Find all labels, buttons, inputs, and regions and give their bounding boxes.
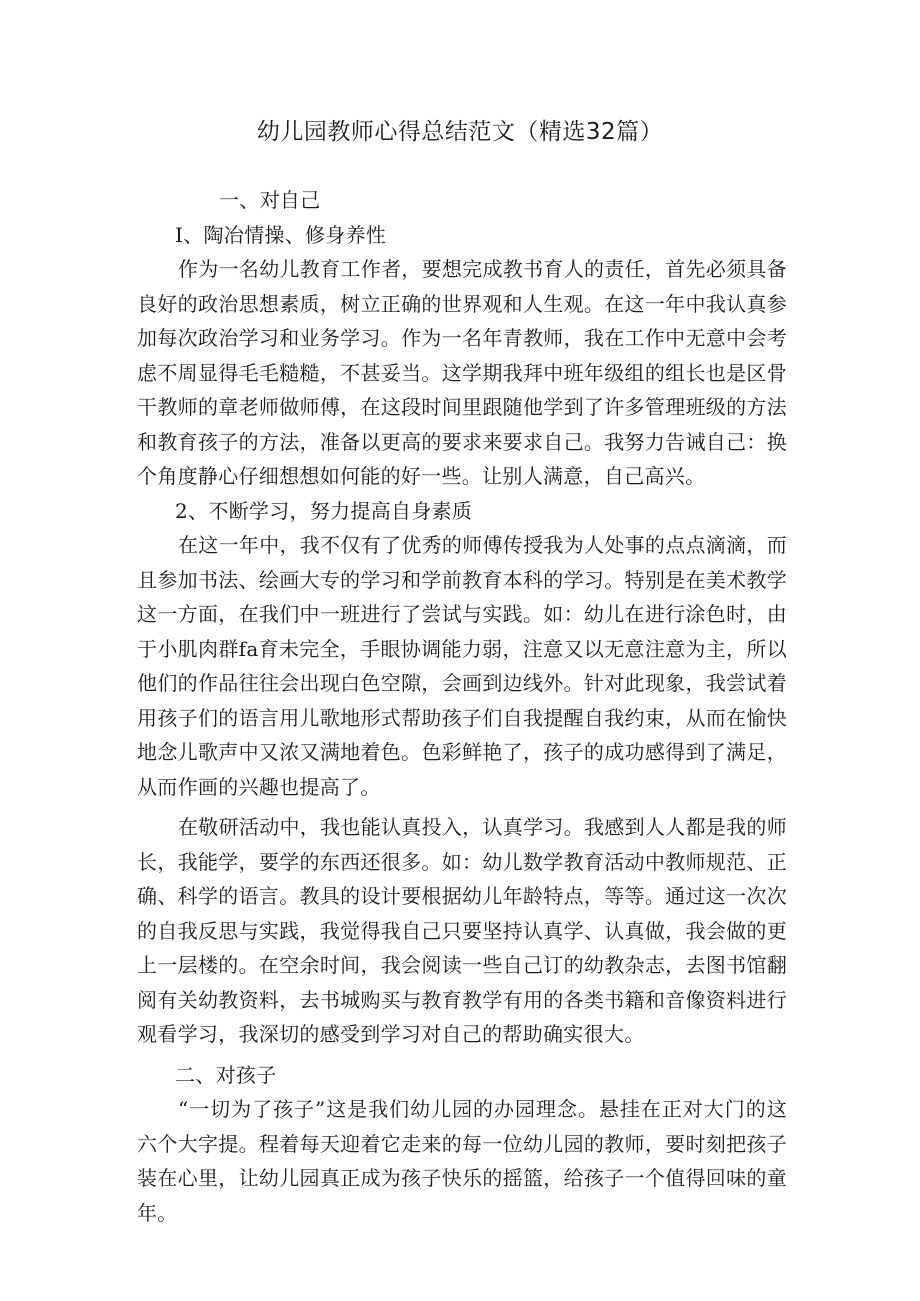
subheading-keep-learning: 2、不断学习，努力提高自身素质 xyxy=(175,498,473,523)
section-heading-children: 二、对孩子 xyxy=(175,1062,277,1087)
paragraph-political-quality: 作为一名幼儿教育工作者，要想完成教书育人的责任，首先必须具备良好的政治思想素质，树立正确的世界观和人生观。在这一年中我认真参加每次政治学习和业务学习。作为一名年青教师，我在工作中无意中会考虑不周显得毛毛糙糙，不甚妥当。这学期我拜中班年级组的组长也是区骨干教师的章老师做师傅，在这段时间里跟随他学到了许多管理班级的方法和教育孩子的方法，准备以更高的要求来要求自己。我努力告诫自己：换个角度静心仔细想想如何能的好一些。让别人满意，自己高兴。 xyxy=(137,257,787,488)
subheading-cultivate: I、陶冶情操、修身养性 xyxy=(175,222,387,247)
paragraph-research-activity: 在敬研活动中，我也能认真投入，认真学习。我感到人人都是我的师长，我能学，要学的东西还很多。如：幼儿数学教育活动中教师规范、正确、科学的语言。教具的设计要根据幼儿年龄特点，等等。通过这一次次的自我反思与实践，我觉得我自己只要坚持认真学、认真做，我会做的更上一层楼的。在空余时间，我会阅读一些自己订的幼教杂志，去图书馆翻阅有关幼教资料，去书城购买与教育教学有用的各类书籍和音像资料进行观看学习，我深切的感受到学习对自己的帮助确实很大。 xyxy=(137,815,787,1046)
paragraph-philosophy: “一切为了孩子”这是我们幼儿园的办园理念。悬挂在正对大门的这六个大字提。程着每天迎着它走来的每一位幼儿园的教师，要时刻把孩子装在心里，让幼儿园真正成为孩子快乐的摇篮，给孩子一个值得回味的童年。 xyxy=(137,1097,787,1225)
paragraph-art-teaching: 在这一年中，我不仅有了优秀的师傅传授我为人处事的点点滴滴，而且参加书法、绘画大专的学习和学前教育本科的学习。特别是在美术教学这一方面，在我们中一班进行了尝试与实践。如：幼儿在进行涂色时，由于小肌肉群fa育未完全，手眼协调能力弱，注意又以无意注意为主，所以他们的作品往往会出现白色空隙，会画到边线外。针对此现象，我尝试着用孩子们的语言用儿歌地形式帮助孩子们自我提醒自我约束，从而在愉快地念儿歌声中又浓又满地着色。色彩鲜艳了，孩子的成功感得到了满足，从而作画的兴趣也提高了。 xyxy=(137,533,787,799)
document-body xyxy=(137,183,787,1230)
document-title: 幼儿园教师心得总结范文（精选32篇） xyxy=(256,119,664,145)
section-heading-self: 一、对自己 xyxy=(219,188,321,212)
